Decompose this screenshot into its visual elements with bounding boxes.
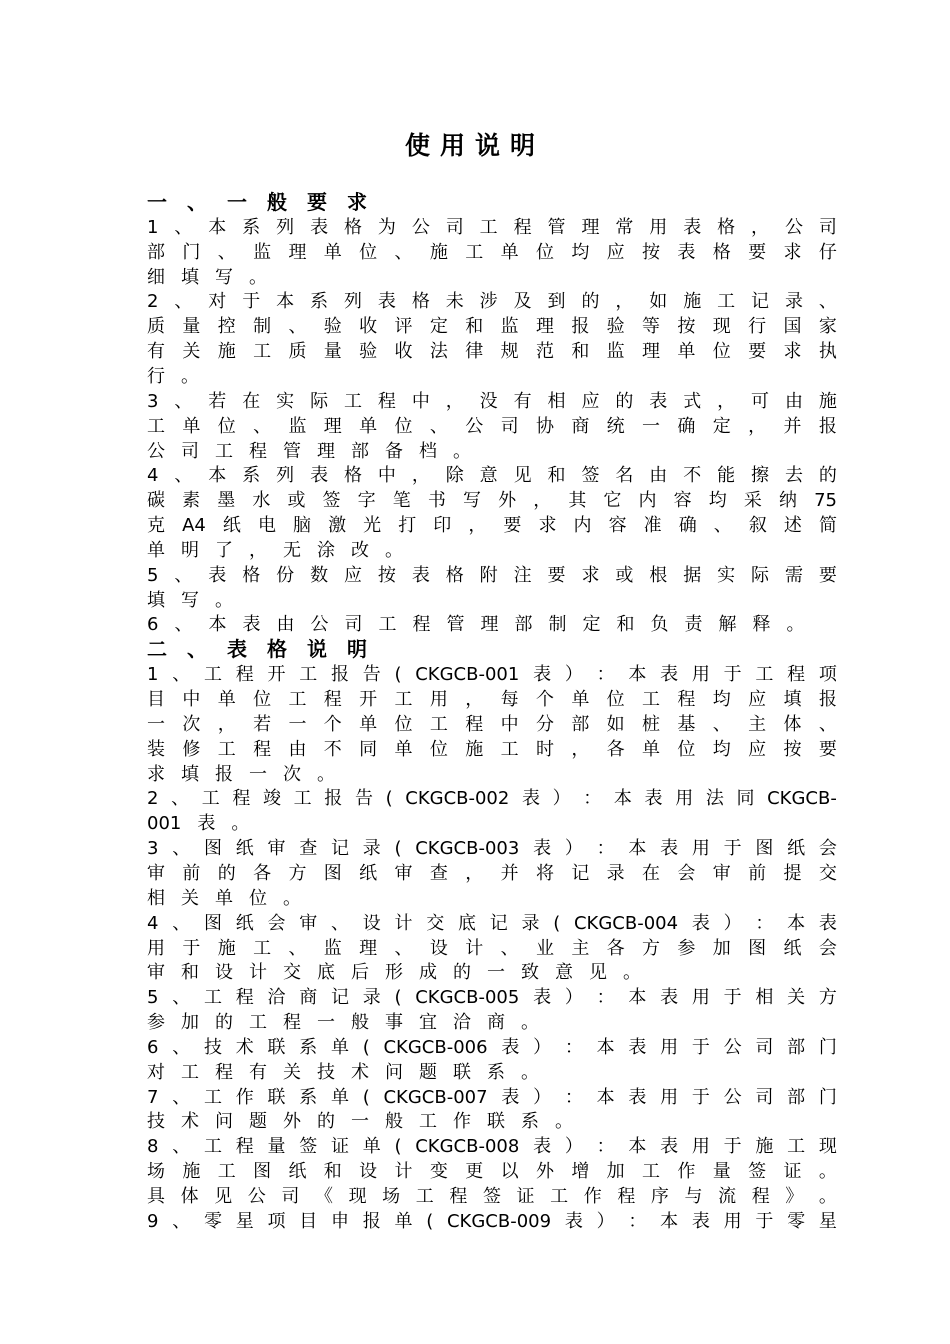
text-line: 具 体 见 公 司 《 现 场 工 程 签 证 工 作 程 序 与 流 程 》 。 [147,1186,837,1207]
text-line: 8 、 工 程 量 签 证 单 ( CKGCB-008 表 ） ： 本 表 用 于 施 工 现 [147,1136,837,1158]
text-line: 场 施 工 图 纸 和 设 计 变 更 以 外 增 加 工 作 量 签 证 。 [147,1161,837,1183]
text-line: 2 、 对 于 本 系 列 表 格 未 涉 及 到 的 ， 如 施 工 记 录 、 [147,291,837,313]
text-line: 技 术 问 题 外 的 一 般 工 作 联 系 。 [147,1111,573,1133]
text-line: 目 中 单 位 工 程 开 工 用 ， 每 个 单 位 工 程 均 应 填 报 [147,689,837,710]
text-line: 单 明 了 ， 无 涂 改 。 [147,539,403,561]
text-line: 一 次 ， 若 一 个 单 位 工 程 中 分 部 如 桩 基 、 主 体 、 [147,713,837,735]
text-line: 细 填 写 。 [147,266,267,288]
text-line: 部 门 、 监 理 单 位 、 施 工 单 位 均 应 按 表 格 要 求 仔 [147,241,837,263]
text-line: 填 写 。 [147,589,233,611]
text-line: 5 、 工 程 洽 商 记 录 ( CKGCB-005 表 ） ： 本 表 用 于 相 关 方 [147,987,837,1009]
text-line: 9 、 零 星 项 目 申 报 单 ( CKGCB-009 表 ） ： 本 表 用 于 零 星 [147,1210,837,1232]
text-line: 3 、 若 在 实 际 工 程 中 ， 没 有 相 应 的 表 式 ， 可 由 施 [147,390,837,412]
text-line: 对 工 程 有 关 技 术 问 题 联 系 。 [147,1061,539,1083]
text-line: 相 关 单 位 。 [147,887,301,909]
text-line: 5 、 表 格 份 数 应 按 表 格 附 注 要 求 或 根 据 实 际 需 要 [147,564,837,586]
text-line: 6 、 本 表 由 公 司 工 程 管 理 部 制 定 和 负 责 解 释 。 [147,614,805,636]
section-heading: 一 、 一 般 要 求 [147,190,367,214]
text-line: 行 。 [147,365,199,387]
text-line: 克 A4 纸 电 脑 激 光 打 印 ， 要 求 内 容 准 确 、 叙 述 简 [147,515,837,537]
text-line: 4 、 本 系 列 表 格 中 ， 除 意 见 和 签 名 由 不 能 擦 去 的 [147,465,837,487]
text-line: 001 表 。 [147,813,250,835]
section-heading: 二 、 表 格 说 明 [147,637,367,662]
text-line: 7 、 工 作 联 系 单 ( CKGCB-007 表 ） ： 本 表 用 于 公 司 部 门 [147,1086,837,1108]
text-line: 有 关 施 工 质 量 验 收 法 律 规 范 和 监 理 单 位 要 求 执 [147,341,837,363]
text-line: 碳 素 墨 水 或 签 字 笔 书 写 外 ， 其 它 内 容 均 采 纳 75 [147,490,837,512]
text-line: 1 、 本 系 列 表 格 为 公 司 工 程 管 理 常 用 表 格 ， 公 司 [147,216,837,238]
text-line: 3 、 图 纸 审 查 记 录 ( CKGCB-003 表 ） ： 本 表 用 于 图 纸 会 [147,838,837,860]
text-line: 2 、 工 程 竣 工 报 告 ( CKGCB-002 表 ） ： 本 表 用 法 同 CKGCB- [147,788,837,810]
text-line: 4 、 图 纸 会 审 、 设 计 交 底 记 录 ( CKGCB-004 表 ） ： 本 表 [147,912,837,934]
text-line: 审 前 的 各 方 图 纸 审 查 ， 并 将 记 录 在 会 审 前 提 交 [147,862,837,884]
text-line: 参 加 的 工 程 一 般 事 宜 洽 商 。 [147,1012,539,1034]
text-line: 工 单 位 、 监 理 单 位 、 公 司 协 商 统 一 确 定 ， 并 报 [147,415,837,437]
page-title: 使用说明 [404,131,545,160]
text-line: 6 、 技 术 联 系 单 ( CKGCB-006 表 ） ： 本 表 用 于 公 司 部 门 [147,1036,837,1058]
text-line: 用 于 施 工 、 监 理 、 设 计 、 业 主 各 方 参 加 图 纸 会 [147,937,837,959]
text-line: 公 司 工 程 管 理 部 备 档 。 [147,440,471,462]
text-line: 1 、 工 程 开 工 报 告 ( CKGCB-001 表 ） ： 本 表 用 于 工 程 项 [147,664,837,686]
text-line: 审 和 设 计 交 底 后 形 成 的 一 致 意 见 。 [147,962,641,984]
text-line: 求 填 报 一 次 。 [147,763,335,785]
text-line: 装 修 工 程 由 不 同 单 位 施 工 时 ， 各 单 位 均 应 按 要 [147,738,837,760]
text-line: 质 量 控 制 、 验 收 评 定 和 监 理 报 验 等 按 现 行 国 家 [147,316,837,338]
